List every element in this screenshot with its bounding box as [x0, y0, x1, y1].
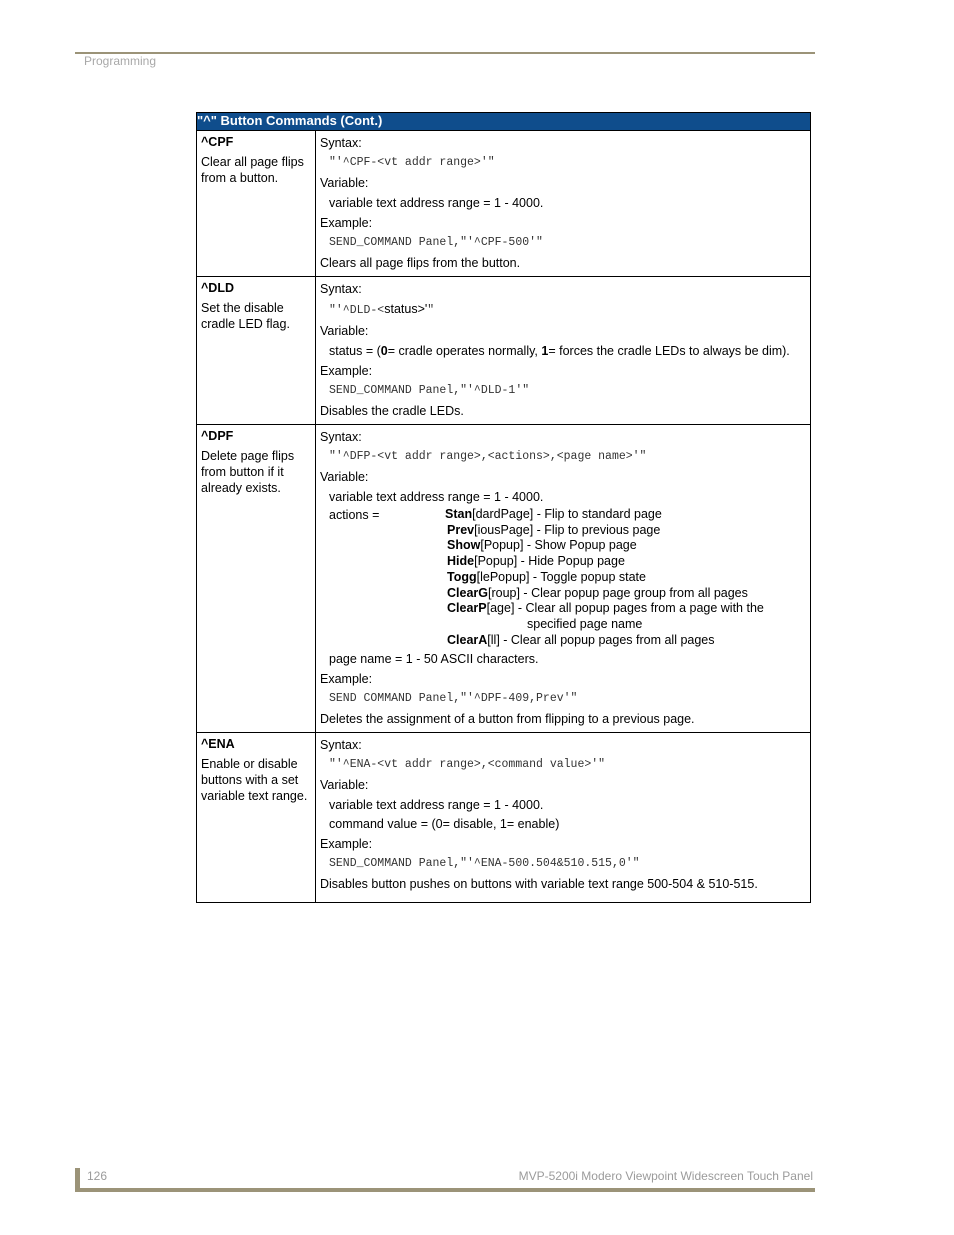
variable-label: Variable: [320, 176, 369, 190]
action-key: ClearG [447, 585, 488, 600]
action-option [320, 523, 806, 539]
command-name: ^DPF [201, 429, 234, 443]
variable-text-2: command value = (0= disable, 1= enable) [329, 817, 560, 832]
action-key: ClearA [447, 632, 488, 647]
header-rule [75, 52, 815, 54]
variable-text: variable text address range = 1 - 4000. [329, 490, 544, 504]
footer-page-number: 126 [87, 1169, 108, 1183]
result-text: Disables the cradle LEDs. [320, 404, 464, 418]
variable-text [320, 343, 806, 359]
details-cell [316, 277, 811, 425]
variable-label: Variable: [320, 324, 369, 338]
syntax-variable: status>' [384, 302, 428, 316]
variable-text: variable text address range = 1 - 4000. [329, 196, 544, 210]
table-row [197, 733, 811, 903]
command-name: ^CPF [201, 135, 234, 149]
syntax-code [320, 301, 806, 319]
variable-text-part: status = ( [329, 344, 381, 358]
variable-text: variable text address range = 1 - 4000. [329, 798, 544, 813]
actions-list [320, 507, 806, 617]
syntax-code: "'^DFP-<vt addr range>,<actions>,<page name>'" [329, 450, 647, 463]
result-text: Disables button pushes on buttons with variable text range 500-504 & 510-515. [320, 877, 758, 892]
variable-label: Variable: [320, 778, 369, 793]
action-desc: [dardPage] - Flip to standard page [472, 507, 662, 521]
action-desc: [Popup] - Hide Popup page [474, 554, 625, 569]
result-text: Deletes the assignment of a button from flipping to a previous page. [320, 712, 695, 727]
syntax-prefix: "'^DLD-< [329, 304, 385, 317]
footer-document-title: MVP-5200i Modero Viewpoint Widescreen Touch Panel [518, 1169, 813, 1183]
syntax-label: Syntax: [320, 738, 362, 753]
actions-row [320, 507, 806, 523]
header-section-title: Programming [84, 54, 157, 68]
example-label: Example: [320, 216, 373, 230]
action-option [320, 601, 806, 617]
action-desc: [roup] - Clear popup page group from all pages [488, 585, 748, 600]
details-cell [316, 131, 811, 277]
action-desc: [Popup] - Show Popup page [480, 538, 637, 553]
action-desc: [ll] - Clear all popup pages from all pages [487, 632, 715, 647]
variable-text-part: = cradle operates normally, [387, 344, 542, 358]
table-row [197, 425, 811, 733]
action-desc: [age] - Clear all popup pages from a page with the [486, 601, 764, 616]
button-commands-table [196, 112, 811, 903]
command-description: Set the disable cradle LED flag. [201, 301, 290, 331]
syntax-code: "'^CPF-<vt addr range>'" [329, 156, 495, 169]
action-key: ClearP [447, 601, 487, 616]
variable-value-0: 0 [380, 344, 388, 358]
footer-rule [75, 1188, 815, 1192]
command-name: ^DLD [201, 281, 234, 295]
syntax-label: Syntax: [320, 282, 362, 296]
command-cell [197, 425, 316, 733]
example-code: SEND_COMMAND Panel,"'^CPF-500'" [329, 236, 543, 249]
example-code: SEND_COMMAND Panel,"'^ENA-500.504&510.515,0'" [329, 857, 640, 871]
action-option [320, 586, 806, 602]
example-label: Example: [320, 837, 373, 852]
syntax-label: Syntax: [320, 136, 362, 150]
table-row [197, 277, 811, 425]
page-name-text: page name = 1 - 50 ASCII characters. [329, 652, 539, 667]
command-description: Clear all page flips from a button. [201, 155, 304, 185]
command-description: Enable or disable buttons with a set variable text range. [201, 757, 308, 804]
table-title: "^" Button Commands (Cont.) [197, 113, 811, 131]
action-option [320, 633, 806, 649]
example-label: Example: [320, 672, 373, 687]
details-cell [316, 733, 811, 903]
syntax-code: "'^ENA-<vt addr range>,<command value>'" [329, 758, 606, 772]
action-option [320, 538, 806, 554]
action-key: Togg [447, 569, 477, 584]
command-name: ^ENA [201, 737, 235, 752]
action-key: Prev [447, 522, 475, 537]
action-desc: [iousPage] - Flip to previous page [474, 522, 661, 537]
action-key: Show [447, 538, 481, 553]
example-code: SEND_COMMAND Panel,"'^DLD-1'" [329, 384, 530, 397]
actions-label: actions = [329, 508, 380, 522]
command-cell [197, 733, 316, 903]
action-key: Hide [447, 554, 475, 569]
syntax-label: Syntax: [320, 430, 362, 444]
variable-text-part: = forces the cradle LEDs to always be dim). [548, 344, 790, 358]
command-cell [197, 131, 316, 277]
action-option-wrap: specified page name [527, 616, 643, 631]
table-row [197, 131, 811, 277]
syntax-suffix: " [427, 304, 435, 317]
variable-label: Variable: [320, 470, 369, 484]
example-code: SEND COMMAND Panel,"'^DPF-409,Prev'" [329, 692, 578, 706]
details-cell [316, 425, 811, 733]
command-cell [197, 277, 316, 425]
result-text: Clears all page flips from the button. [320, 256, 521, 270]
command-description: Delete page flips from button if it already exists. [201, 449, 295, 495]
table-header-row [197, 113, 811, 131]
action-key: Stan [445, 507, 473, 521]
variable-value-1: 1 [541, 344, 549, 358]
action-desc: [lePopup] - Toggle popup state [476, 569, 646, 584]
action-option [320, 570, 806, 586]
example-label: Example: [320, 364, 373, 378]
action-option [320, 554, 806, 570]
